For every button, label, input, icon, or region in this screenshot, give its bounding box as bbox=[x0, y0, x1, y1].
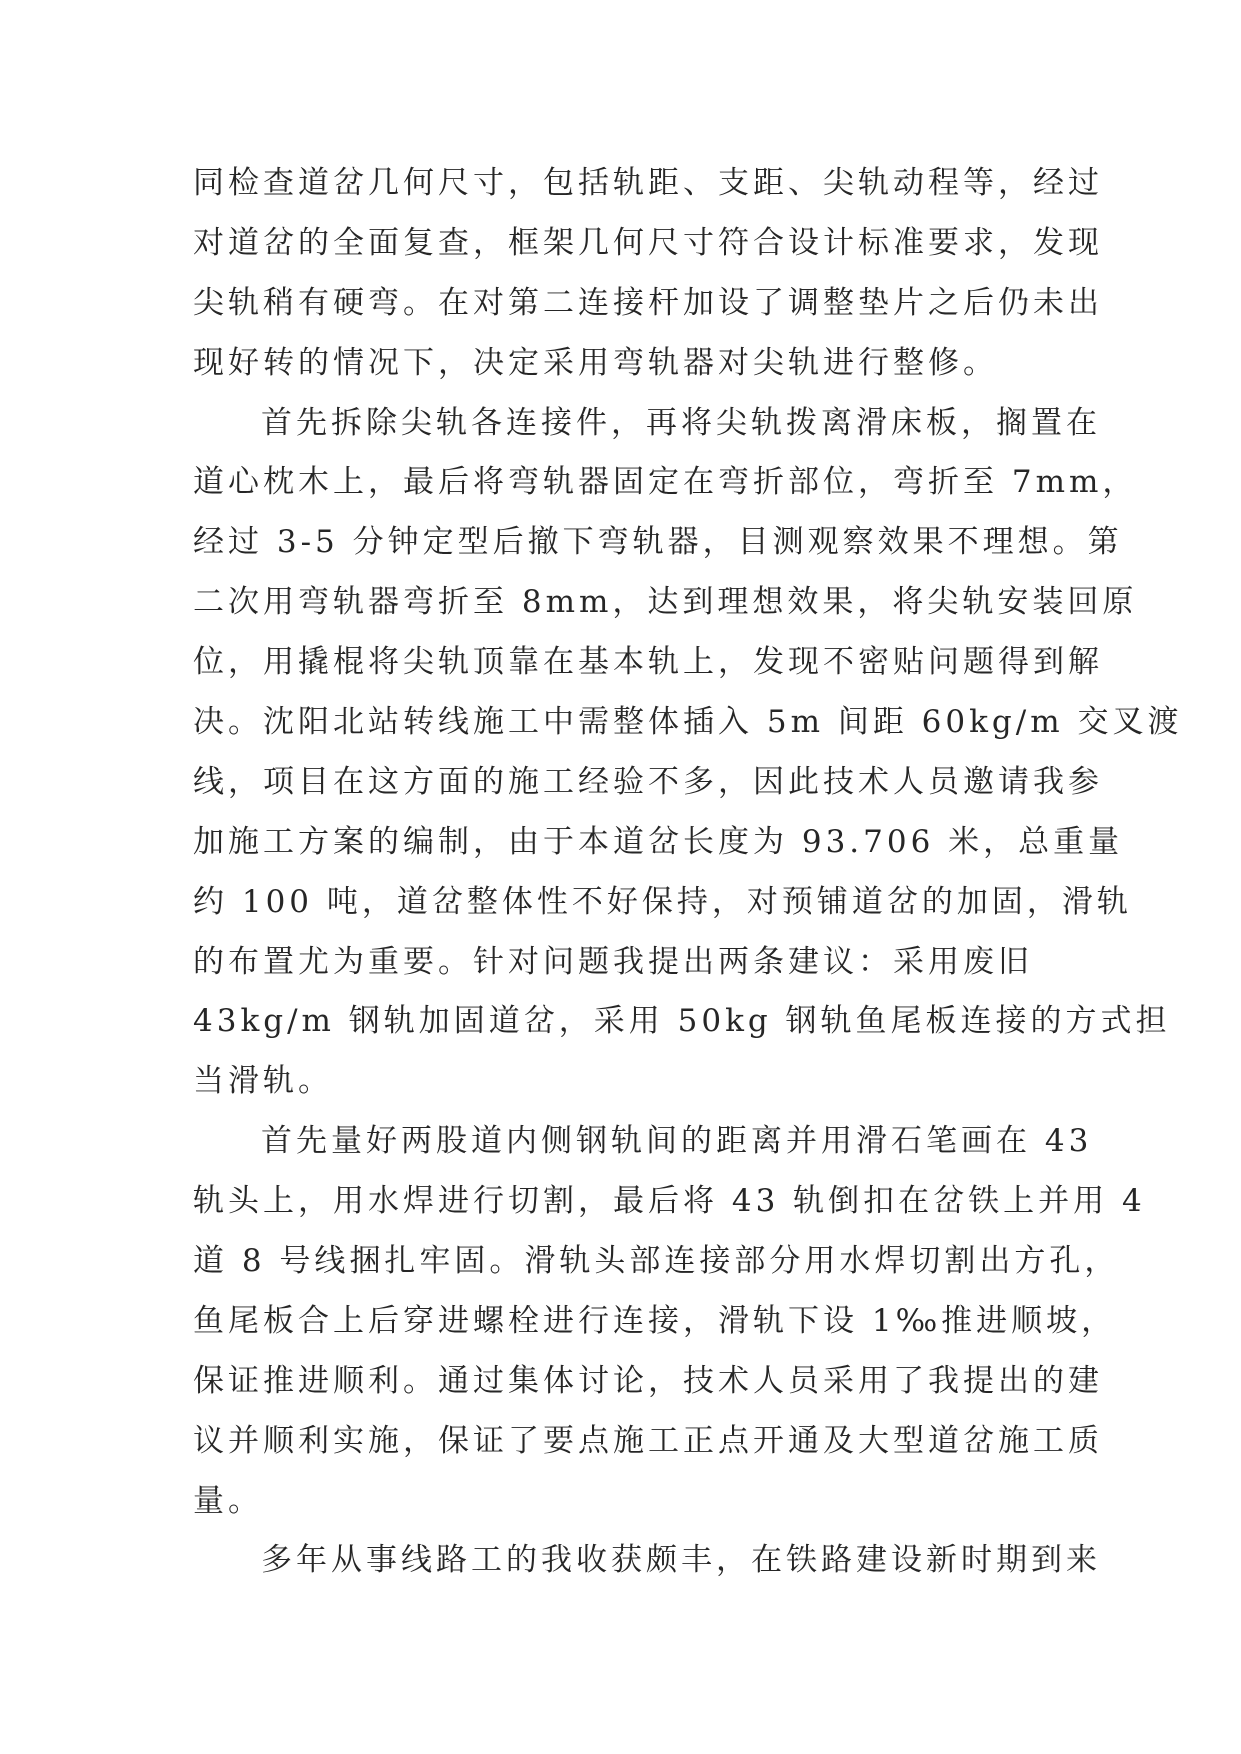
text-line: 道 8 号线捆扎牢固。滑轨头部连接部分用水焊切割出方孔， bbox=[193, 1243, 1120, 1280]
text-line: 保证推进顺利。通过集体讨论，技术人员采用了我提出的建 bbox=[193, 1362, 1103, 1399]
text-line: 对道岔的全面复查，框架几何尺寸符合设计标准要求，发现 bbox=[193, 224, 1103, 261]
text-line: 的布置尤为重要。针对问题我提出两条建议：采用废旧 bbox=[193, 943, 1033, 980]
text-line: 道心枕木上，最后将弯轨器固定在弯折部位，弯折至 7mm， bbox=[193, 464, 1138, 501]
paragraph-first-line: 多年从事线路工的我收获颇丰，在铁路建设新时期到来 bbox=[261, 1542, 1101, 1579]
text-line: 经过 3-5 分钟定型后撤下弯轨器，目测观察效果不理想。第 bbox=[193, 524, 1123, 561]
text-line: 约 100 吨，道岔整体性不好保持，对预铺道岔的加固，滑轨 bbox=[193, 883, 1132, 920]
text-line: 决。沈阳北站转线施工中需整体插入 5m 间距 60kg/m 交叉渡 bbox=[193, 704, 1183, 741]
text-line: 尖轨稍有硬弯。在对第二连接杆加设了调整垫片之后仍未出 bbox=[193, 284, 1103, 321]
paragraph-first-line: 首先拆除尖轨各连接件，再将尖轨拨离滑床板，搁置在 bbox=[261, 404, 1101, 441]
text-line: 二次用弯轨器弯折至 8mm，达到理想效果，将尖轨安装回原 bbox=[193, 584, 1138, 621]
text-line: 现好转的情况下，决定采用弯轨器对尖轨进行整修。 bbox=[193, 344, 998, 381]
text-line: 当滑轨。 bbox=[193, 1063, 333, 1100]
text-line: 43kg/m 钢轨加固道岔，采用 50kg 钢轨鱼尾板连接的方式担 bbox=[193, 1003, 1171, 1040]
text-line: 鱼尾板合上后穿进螺栓进行连接，滑轨下设 1‰推进顺坡， bbox=[193, 1302, 1117, 1339]
text-line: 议并顺利实施，保证了要点施工正点开通及大型道岔施工质 bbox=[193, 1422, 1103, 1459]
document-body bbox=[193, 154, 1183, 1591]
text-line: 位，用撬棍将尖轨顶靠在基本轨上，发现不密贴问题得到解 bbox=[193, 644, 1103, 681]
text-line: 量。 bbox=[193, 1482, 263, 1519]
paragraph-first-line: 首先量好两股道内侧钢轨间的距离并用滑石笔画在 43 bbox=[261, 1123, 1093, 1160]
text-line: 线，项目在这方面的施工经验不多，因此技术人员邀请我参 bbox=[193, 763, 1103, 800]
text-line: 同检查道岔几何尺寸，包括轨距、支距、尖轨动程等，经过 bbox=[193, 165, 1103, 201]
text-line: 轨头上，用水焊进行切割，最后将 43 轨倒扣在岔铁上并用 4 bbox=[193, 1183, 1146, 1220]
text-line: 加施工方案的编制，由于本道岔长度为 93.706 米，总重量 bbox=[193, 823, 1124, 860]
